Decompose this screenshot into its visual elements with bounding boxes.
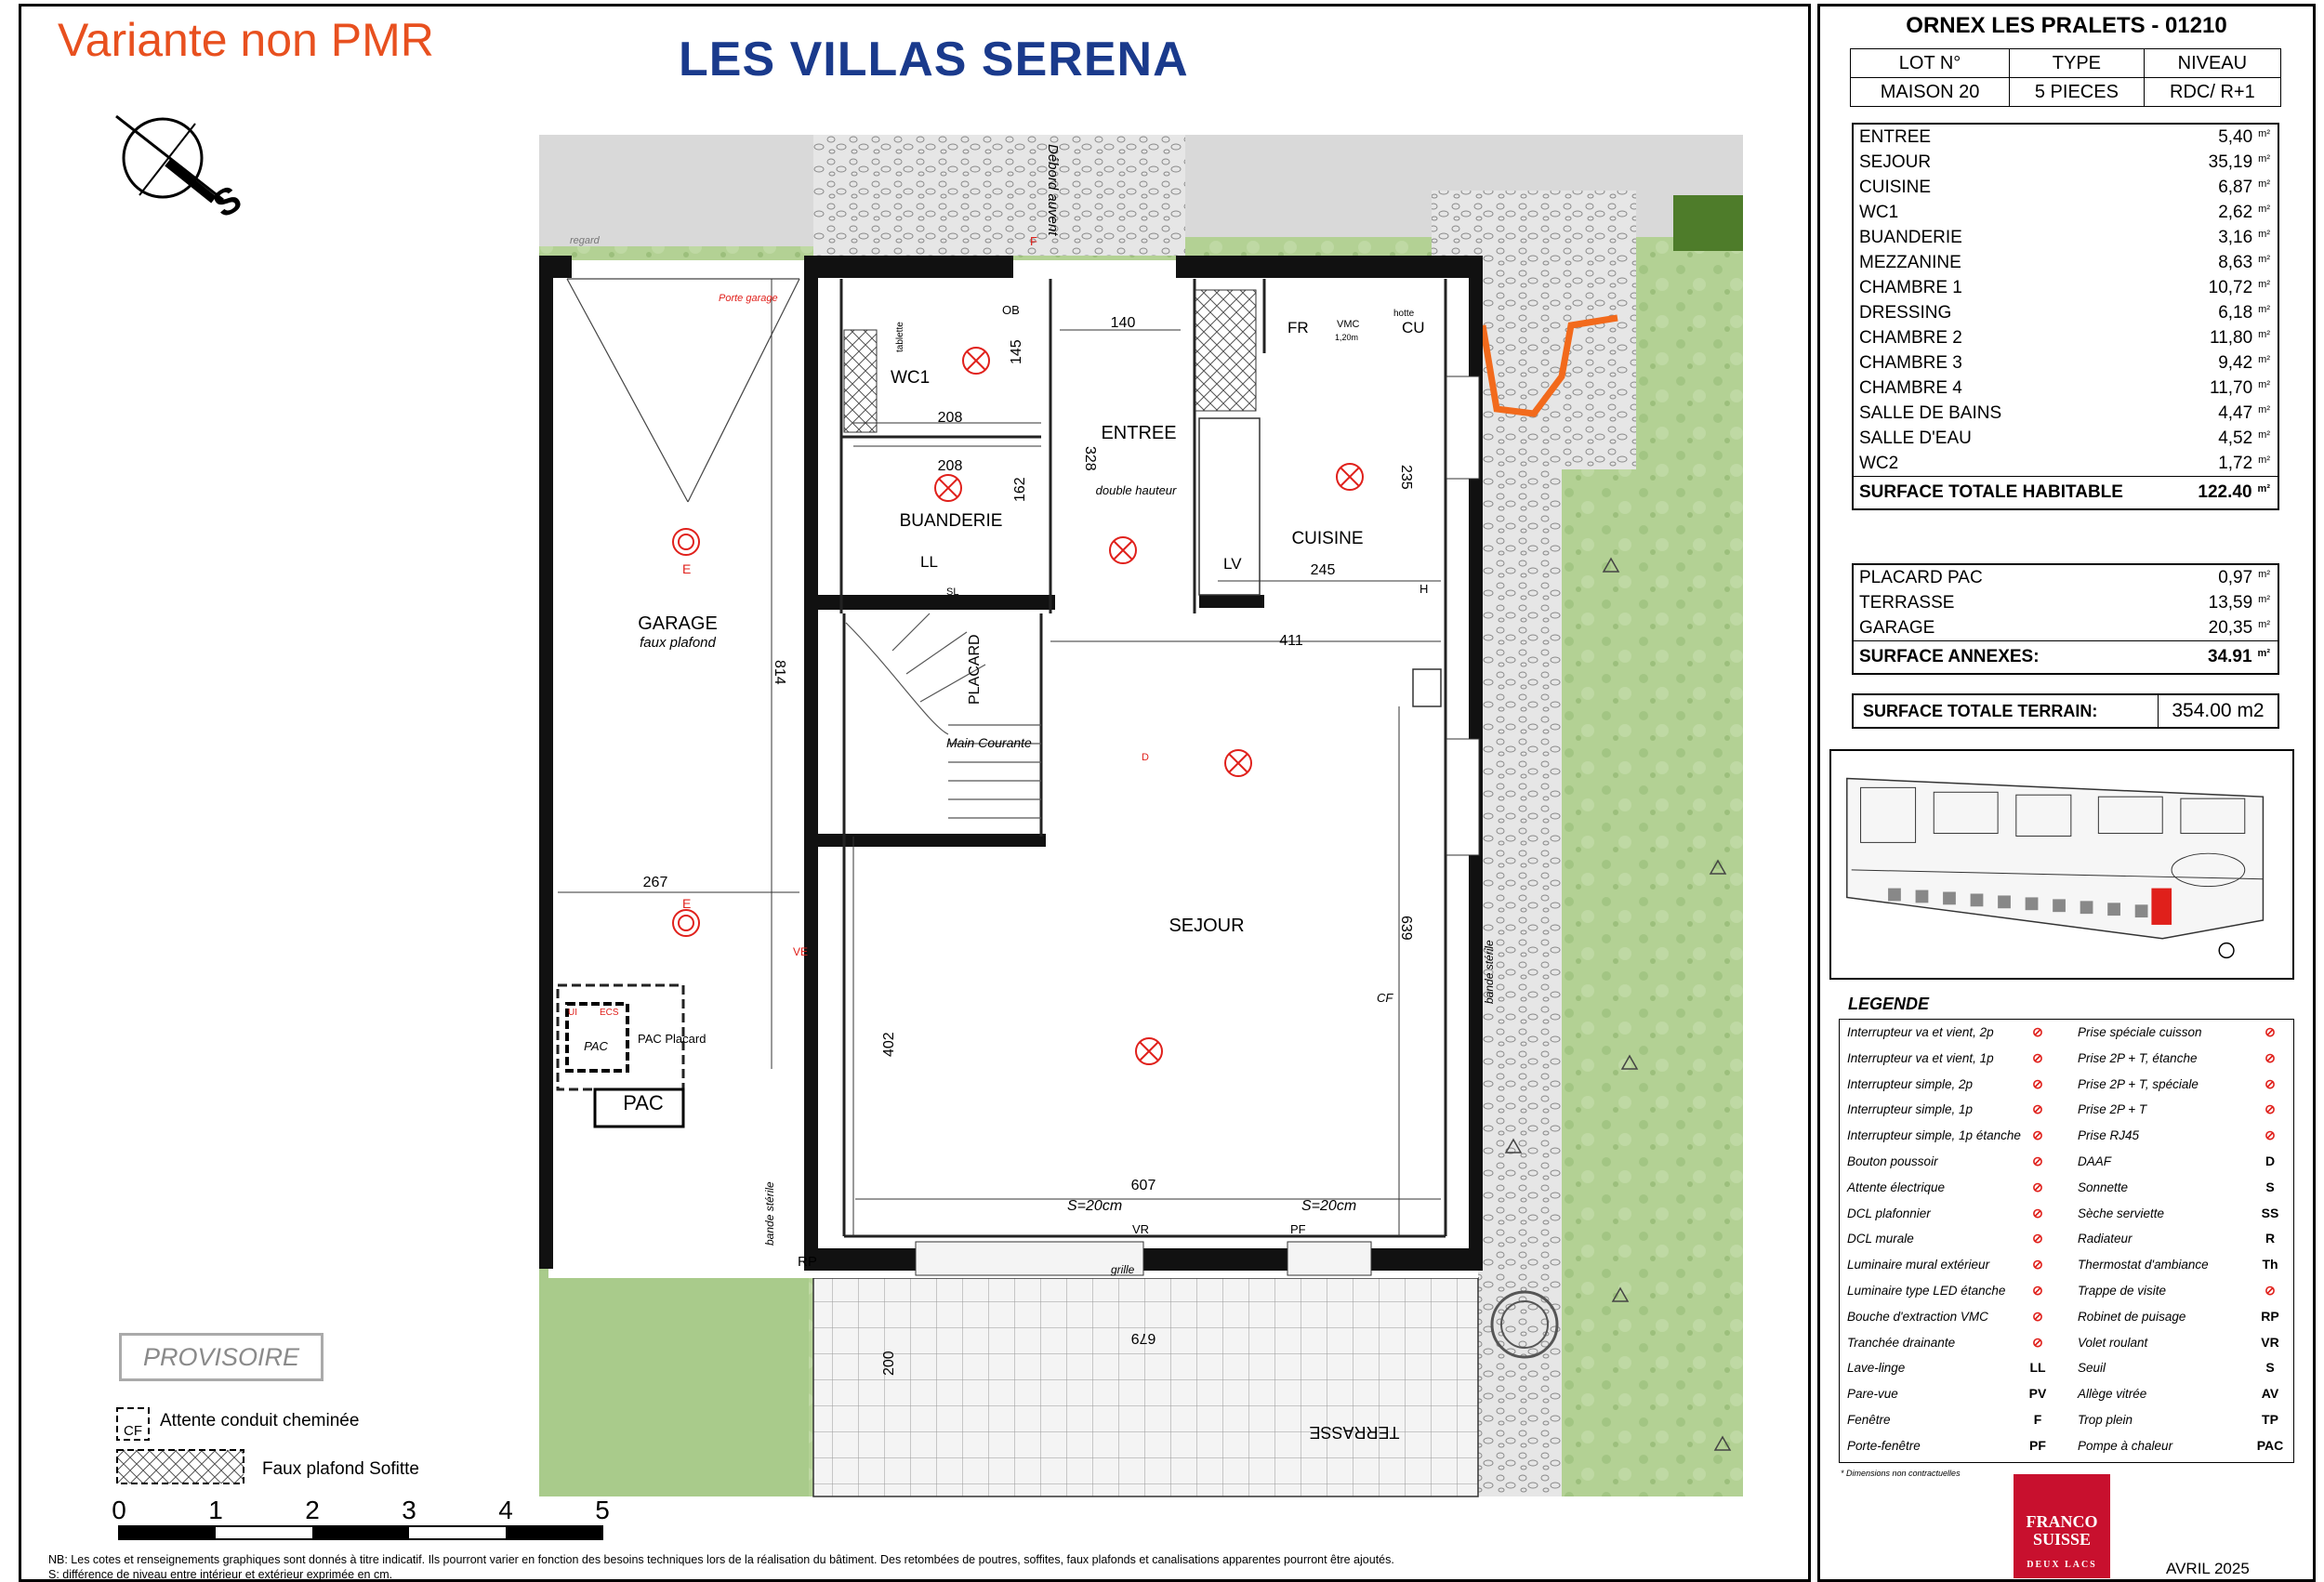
bande-sterile-right: bande stérile <box>1483 940 1496 1004</box>
room-name: DRESSING <box>1859 302 1952 323</box>
terrain-label: SURFACE TOTALE TERRAIN: <box>1863 701 2098 720</box>
dim-235: 235 <box>1398 465 1414 490</box>
room-garage-note: faux plafond <box>640 635 716 651</box>
driveway-area <box>539 135 813 246</box>
porte-garage-label: Porte garage <box>719 293 778 304</box>
legend-code: F <box>2033 1412 2042 1427</box>
legend-code: VR <box>2261 1334 2279 1350</box>
regard-label: regard <box>570 235 600 246</box>
legend-item: Thermostat d'ambiance <box>2078 1258 2209 1272</box>
ceiling-light-icon: ⊘ <box>2032 1205 2043 1220</box>
room-name: SALLE DE BAINS <box>1859 402 2002 423</box>
annex-total-row <box>1854 640 2278 673</box>
room-row <box>1854 150 2278 175</box>
scale-2: 2 <box>305 1496 320 1524</box>
legend-item: Prise 2P + T <box>2078 1102 2147 1117</box>
unit-label: m² <box>2258 203 2270 215</box>
deboard-label: Débord auvent <box>1045 144 1061 236</box>
unit-label: m² <box>2258 278 2270 290</box>
type-value: 5 PIECES <box>2010 78 2145 107</box>
scale-5: 5 <box>595 1496 610 1524</box>
legend-item: DCL plafonnier <box>1847 1206 1931 1220</box>
code-e-2: E <box>682 896 692 911</box>
annex-area: 0,97 <box>2218 567 2253 587</box>
legend-item: Prise 2P + T, étanche <box>2078 1050 2198 1065</box>
legend-item: Prise RJ45 <box>2078 1128 2140 1143</box>
room-entree: ENTREE <box>1101 423 1177 443</box>
note-line-2: S: différence de niveau entre intérieur et extérieur exprimée en cm. <box>48 1568 393 1581</box>
note-line-1: NB: Les cotes et renseignements graphiques sont donnés à titre indicatif. Ils pourront varier en fonction des besoins techniques lors de la réalisation du bâtiment. Des retombées de poutres, soffites, faux plafonds et canalisations apparentes pourront être ajoutés. <box>48 1553 1394 1566</box>
cupboard-kitchen <box>1195 290 1256 411</box>
bande-sterile-left: bande stérile <box>763 1181 776 1246</box>
room-placard: PLACARD <box>967 634 983 705</box>
site-minimap <box>1829 749 2294 980</box>
room-name: CHAMBRE 1 <box>1859 277 1962 297</box>
room-area: 6,87 <box>2218 177 2253 197</box>
pac-label: PAC <box>623 1091 664 1114</box>
switch-two-way-1p-icon: ⊘ <box>2032 1049 2043 1065</box>
unit-label: m² <box>2258 593 2270 605</box>
room-row <box>1854 426 2278 451</box>
legend-item: Bouton poussoir <box>1847 1154 1938 1168</box>
code-fr: FR <box>1287 319 1309 336</box>
room-wc1: WC1 <box>891 368 931 388</box>
annex-total-label: SURFACE ANNEXES: <box>1859 647 2040 666</box>
dim-200: 200 <box>881 1351 897 1376</box>
dim-145: 145 <box>1009 339 1024 364</box>
room-area: 4,52 <box>2218 428 2253 448</box>
rj45-icon: ⊘ <box>2265 1127 2276 1143</box>
code-h: H <box>1419 582 1429 596</box>
unit-label: m² <box>2258 568 2270 580</box>
switch-simple-1p-icon: ⊘ <box>2032 1101 2043 1117</box>
terrace <box>813 1278 1478 1496</box>
code-d: D <box>1142 752 1149 763</box>
legend-code: LL <box>2029 1360 2046 1376</box>
variant-label: Variante non PMR <box>58 14 434 66</box>
legend-item: Interrupteur va et vient, 1p <box>1847 1050 1994 1065</box>
legend-item: Lave-linge <box>1847 1361 1906 1376</box>
annex-areas-table <box>1852 563 2279 675</box>
room-buanderie: BUANDERIE <box>899 511 1003 531</box>
wall-light-icon: ⊘ <box>2032 1231 2043 1246</box>
legend-code: R <box>2265 1231 2276 1246</box>
legend-item: Tranchée drainante <box>1847 1335 1956 1350</box>
room-area: 5,40 <box>2218 126 2253 147</box>
led-light-icon: ⊘ <box>2032 1283 2043 1298</box>
room-total-label: SURFACE TOTALE HABITABLE <box>1859 482 2123 502</box>
legend-code: PF <box>2029 1437 2046 1453</box>
room-sejour: SEJOUR <box>1169 916 1245 936</box>
room-area: 8,63 <box>2218 252 2253 272</box>
legend-code: SS <box>2261 1205 2279 1220</box>
unit-label: m² <box>2258 228 2270 240</box>
unit-label: m² <box>2258 353 2270 365</box>
electrical-outlet-wait-icon: ⊘ <box>2032 1179 2043 1194</box>
threshold-right: S=20cm <box>1301 1198 1357 1214</box>
terrain-value: 354.00 m2 <box>2158 695 2278 727</box>
room-name: CHAMBRE 3 <box>1859 352 1962 373</box>
legend-item: Interrupteur va et vient, 2p <box>1847 1025 1994 1039</box>
room-row <box>1854 325 2278 350</box>
notes <box>48 1552 1394 1582</box>
room-name: WC2 <box>1859 453 1899 473</box>
legend-item: DCL murale <box>1847 1232 1914 1246</box>
logo-line-2: SUISSE <box>2032 1530 2092 1549</box>
tablette-label: tablette <box>895 322 905 352</box>
dim-814: 814 <box>772 660 787 685</box>
room-area: 4,47 <box>2218 402 2253 423</box>
room-row <box>1854 225 2278 250</box>
threshold-left: S=20cm <box>1067 1198 1123 1214</box>
grille-label: grille <box>1111 1263 1135 1276</box>
unit-label: m² <box>2258 378 2270 390</box>
legend-item: Luminaire mural extérieur <box>1847 1258 1990 1272</box>
legend-title: LEGENDE <box>1848 995 1930 1013</box>
code-rp: RP <box>798 1254 817 1270</box>
dim-140: 140 <box>1110 315 1136 331</box>
unit-label: m² <box>2257 483 2270 494</box>
legend-item: Prise spéciale cuisson <box>2078 1025 2202 1039</box>
code-ll: LL <box>920 553 938 571</box>
legend-item: Trop plein <box>2078 1413 2133 1427</box>
gravel-area <box>813 135 1185 256</box>
niveau-value: RDC/ R+1 <box>2144 78 2280 107</box>
unit-label: m² <box>2257 648 2270 659</box>
code-ve: VE <box>793 945 809 958</box>
room-row <box>1854 275 2278 300</box>
outdoor-wall-light-icon: ⊘ <box>2032 1257 2043 1272</box>
lot-header: LOT N° <box>1851 49 2010 78</box>
room-area: 1,72 <box>2218 453 2253 473</box>
socket-icon: ⊘ <box>2265 1101 2276 1117</box>
legend-item: Pompe à chaleur <box>2078 1438 2173 1453</box>
scale-1: 1 <box>208 1496 223 1524</box>
room-row <box>1854 451 2278 476</box>
room-area: 3,16 <box>2218 227 2253 247</box>
room-area: 11,80 <box>2210 327 2253 348</box>
access-hatch-icon: ⊘ <box>2265 1283 2276 1298</box>
push-button-icon: ⊘ <box>2032 1154 2043 1168</box>
room-row <box>1854 175 2278 200</box>
code-cf: CF <box>1377 991 1393 1005</box>
type-header: TYPE <box>2010 49 2145 78</box>
dim-162: 162 <box>1012 477 1028 502</box>
legend-code: RP <box>2261 1308 2279 1324</box>
logo-line-1: FRANCO <box>2026 1512 2098 1531</box>
dim-679: 679 <box>1130 1330 1156 1346</box>
code-f: F <box>1030 234 1037 248</box>
company-logo <box>2014 1474 2110 1578</box>
minimap-compass-icon <box>2219 943 2234 958</box>
project-title: LES VILLAS SERENA <box>679 33 1189 86</box>
vmc-label: VMC <box>1337 319 1360 330</box>
project-location: ORNEX LES PRALETS - 01210 <box>1906 13 2227 38</box>
dim-245: 245 <box>1310 562 1336 578</box>
waterproof-socket-icon: ⊘ <box>2265 1049 2276 1065</box>
code-sl: SL <box>946 587 959 598</box>
legend-box <box>1839 1019 2294 1463</box>
room-name: WC1 <box>1859 202 1899 222</box>
room-row <box>1854 376 2278 401</box>
room-name: BUANDERIE <box>1859 227 1962 247</box>
legend-item: Volet roulant <box>2078 1335 2148 1350</box>
room-area: 35,19 <box>2208 152 2253 172</box>
code-pf: PF <box>1290 1222 1306 1236</box>
scale-4: 4 <box>498 1496 513 1524</box>
main-courante-label: Main Courante <box>946 735 1032 750</box>
legend-item: Luminaire type LED étanche <box>1847 1284 2006 1298</box>
legend-item: Fenêtre <box>1847 1413 1891 1427</box>
unit-label: m² <box>2258 127 2270 139</box>
annex-name: TERRASSE <box>1859 592 1955 613</box>
legend-code: S <box>2265 1179 2275 1194</box>
soffit-symbol <box>117 1450 244 1483</box>
dim-328: 328 <box>1082 446 1098 471</box>
legend-code: TP <box>2262 1412 2278 1427</box>
legend-item: DAAF <box>2078 1154 2112 1168</box>
legend-item: Porte-fenêtre <box>1847 1438 1921 1453</box>
annex-row <box>1854 590 2278 615</box>
room-name: SEJOUR <box>1859 152 1932 172</box>
dim-411: 411 <box>1279 633 1303 649</box>
room-area: 10,72 <box>2208 277 2253 297</box>
legend-item: Sonnette <box>2078 1180 2129 1194</box>
room-name: CUISINE <box>1859 177 1932 197</box>
code-lv: LV <box>1223 555 1242 573</box>
bay-window-left <box>916 1242 1143 1275</box>
pac-placard-label: PAC Placard <box>638 1032 706 1046</box>
scale-3: 3 <box>402 1496 416 1524</box>
switch-two-way-2p-icon: ⊘ <box>2032 1024 2043 1039</box>
room-name: ENTREE <box>1859 126 1932 147</box>
room-row <box>1854 125 2278 150</box>
room-garage: GARAGE <box>638 613 718 634</box>
room-entree-note: double hauteur <box>1095 483 1177 497</box>
code-vr: VR <box>1132 1222 1150 1236</box>
legend-item: Seuil <box>2078 1361 2106 1376</box>
annex-name: GARAGE <box>1859 617 1935 638</box>
unit-label: m² <box>2258 178 2270 190</box>
room-total-value: 122.40 <box>2198 482 2252 502</box>
code-e-1: E <box>682 561 692 576</box>
code-ob: OB <box>1002 303 1020 317</box>
legend-item: Interrupteur simple, 1p étanche <box>1847 1128 2021 1143</box>
switch-simple-2p-icon: ⊘ <box>2032 1075 2043 1091</box>
disclaimer: * Dimensions non contractuelles <box>1841 1469 1961 1478</box>
annex-row <box>1854 615 2278 640</box>
cooking-socket-icon: ⊘ <box>2265 1024 2276 1039</box>
room-name: CHAMBRE 2 <box>1859 327 1962 348</box>
legend-item: Trappe de visite <box>2078 1284 2167 1298</box>
code-ecs: ECS <box>600 1008 619 1018</box>
unit-label: m² <box>2258 303 2270 315</box>
annex-area: 20,35 <box>2208 617 2253 638</box>
room-name: SALLE D'EAU <box>1859 428 1972 448</box>
unit-label: m² <box>2258 328 2270 340</box>
legend-item: Allège vitrée <box>2078 1387 2147 1402</box>
terrain-area <box>1852 693 2279 729</box>
hotte-label: hotte <box>1393 309 1415 319</box>
legend-code: Th <box>2262 1257 2278 1272</box>
legend-item: Attente électrique <box>1847 1180 1946 1194</box>
room-row <box>1854 300 2278 325</box>
legend-code: PAC <box>2256 1437 2284 1453</box>
house-interior <box>548 260 1478 1278</box>
legend-item: Robinet de puisage <box>2078 1309 2186 1324</box>
annex-total-value: 34.91 <box>2208 647 2252 666</box>
dim-208-b: 208 <box>937 458 963 474</box>
room-total-row <box>1854 476 2278 508</box>
drainage-trench-icon: ⊘ <box>2032 1334 2043 1350</box>
legend-item: Prise 2P + T, spéciale <box>2078 1076 2199 1091</box>
dim-267: 267 <box>642 875 668 890</box>
switch-waterproof-icon: ⊘ <box>2032 1127 2043 1143</box>
code-cu: CU <box>1402 319 1425 336</box>
legend-item: Pare-vue <box>1847 1387 1898 1402</box>
unit-label: m² <box>2258 618 2270 630</box>
legend-item: Interrupteur simple, 2p <box>1847 1076 1974 1091</box>
window-sejour <box>1446 739 1479 855</box>
room-area: 9,42 <box>2218 352 2253 373</box>
window-cuisine <box>1446 376 1479 479</box>
annex-area: 13,59 <box>2208 592 2253 613</box>
vmc-height-label: 1,20m <box>1335 333 1359 342</box>
room-row <box>1854 401 2278 426</box>
annex-row <box>1854 565 2278 590</box>
room-name: CHAMBRE 4 <box>1859 377 1962 398</box>
compass-label: S <box>206 178 249 227</box>
legend-code: PV <box>2028 1386 2047 1402</box>
lot-value: MAISON 20 <box>1851 78 2010 107</box>
legend-code: D <box>2265 1154 2276 1168</box>
annex-name: PLACARD PAC <box>1859 567 1983 587</box>
room-name: MEZZANINE <box>1859 252 1961 272</box>
provisoire-stamp: PROVISOIRE <box>119 1333 324 1381</box>
dim-402: 402 <box>881 1032 897 1057</box>
lot-highlight <box>2151 889 2172 925</box>
vmc-extraction-icon: ⊘ <box>2032 1308 2043 1324</box>
unit-label: m² <box>2258 454 2270 466</box>
room-row <box>1854 250 2278 275</box>
hedge <box>1673 195 1743 251</box>
scale-bar <box>119 1526 602 1539</box>
legend-item: Radiateur <box>2078 1232 2133 1246</box>
unit-label: m² <box>2258 253 2270 265</box>
legend-code: AV <box>2261 1386 2279 1402</box>
dim-639: 639 <box>1398 916 1414 941</box>
room-row <box>1854 350 2278 376</box>
chimney-code: CF <box>124 1423 142 1439</box>
room-cuisine: CUISINE <box>1291 529 1364 548</box>
unit-label: m² <box>2258 403 2270 415</box>
document-date: AVRIL 2025 <box>2166 1560 2250 1577</box>
room-areas-table <box>1852 123 2279 510</box>
legend-item: Bouche d'extraction VMC <box>1847 1309 1988 1324</box>
legend-item: Sèche serviette <box>2078 1206 2165 1220</box>
room-terrasse: TERRASSE <box>1309 1423 1400 1442</box>
legend-soffit-label: Faux plafond Sofitte <box>262 1459 419 1479</box>
pac-unit-label: PAC <box>584 1039 608 1053</box>
cupboard-wc1 <box>844 330 877 432</box>
lot-table <box>1850 48 2281 107</box>
unit-label: m² <box>2258 428 2270 441</box>
legend-item: Interrupteur simple, 1p <box>1847 1102 1974 1117</box>
code-ui: UI <box>568 1008 577 1018</box>
legend-code: S <box>2265 1360 2275 1376</box>
dim-607: 607 <box>1130 1178 1156 1193</box>
logo-line-3: DEUX LACS <box>2027 1560 2097 1570</box>
room-area: 11,70 <box>2210 377 2253 398</box>
room-area: 2,62 <box>2218 202 2253 222</box>
legend-chimney-label: Attente conduit cheminée <box>160 1411 360 1430</box>
room-row <box>1854 200 2278 225</box>
dim-208-a: 208 <box>937 410 963 426</box>
unit-label: m² <box>2258 152 2270 165</box>
special-socket-icon: ⊘ <box>2265 1075 2276 1091</box>
scale-0: 0 <box>112 1496 126 1524</box>
niveau-header: NIVEAU <box>2144 49 2280 78</box>
bay-window-right <box>1287 1242 1371 1275</box>
room-area: 6,18 <box>2218 302 2253 323</box>
